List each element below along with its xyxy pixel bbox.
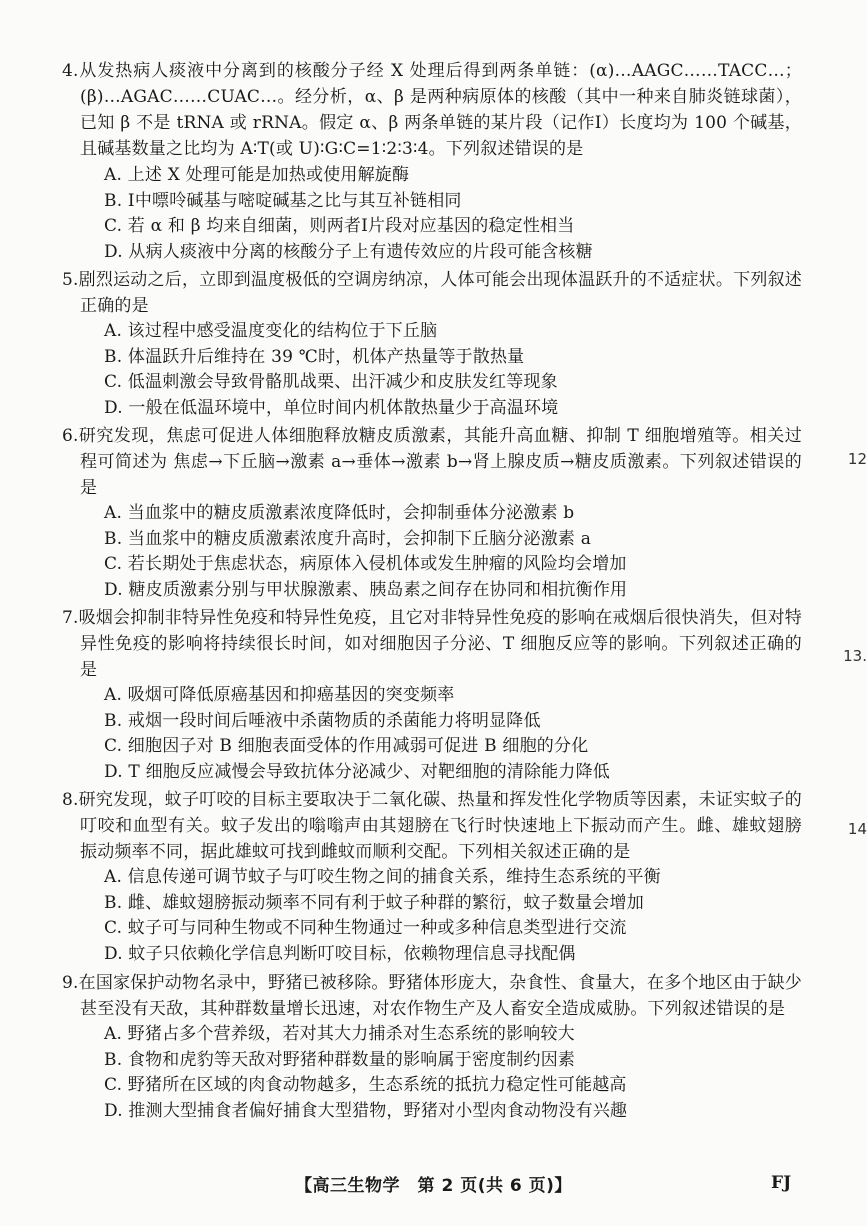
exam-page	[62, 58, 802, 1124]
option-c: C. 蚊子可与同种生物或不同种生物通过一种或多种信息类型进行交流	[104, 918, 627, 938]
option-list	[62, 865, 802, 967]
option-c: C. 细胞因子对 B 细胞表面受体的作用减弱可促进 B 细胞的分化	[104, 736, 589, 756]
question-4	[62, 58, 802, 265]
question-stem: 8.研究发现，蚊子叮咬的目标主要取决于二氧化碳、热量和挥发性化学物质等因素，未证实蚊子的叮咬和血型有关。蚊子发出的嗡嗡声由其翅膀在飞行时快速地上下振动而产生。雌、雄蚊翅膀振动频率不同，据此雄蚊可找到雌蚊而顺利交配。下列相关叙述正确的是	[62, 790, 802, 862]
question-stem: 6.研究发现，焦虑可促进人体细胞释放糖皮质激素，其能升高血糖、抑制 T 细胞增殖等。相关过程可简述为 焦虑→下丘脑→激素 a→垂体→激素 b→肾上腺皮质→糖皮质激素。下列叙述错误的是	[62, 426, 802, 498]
option-b: B. Ⅰ中嘌呤碱基与嘧啶碱基之比与其互补链相同	[104, 190, 462, 211]
question-stem: 4.从发热病人痰液中分离到的核酸分子经 X 处理后得到两条单链：(α)…AAGC……TACC…；(β)…AGAC……CUAC…。经分析，α、β 是两种病原体的核酸（其中一种来自肺炎链球菌），已知 β 不是 tRNA 或 rRNA。假定 α、β 两条单链的某片段（记作Ⅰ）长度均为 100 个碱基，且碱基数量之比均为 A∶T(或 U)∶G∶C=1∶2∶3∶4。下列叙述错误的是	[62, 61, 802, 159]
option-list	[62, 163, 802, 265]
option-a: A. 信息传递可调节蚊子与叮咬生物之间的捕食关系，维持生态系统的平衡	[104, 867, 661, 887]
question-6	[62, 423, 802, 603]
option-list	[62, 1022, 802, 1124]
option-a: A. 当血浆中的糖皮质激素浓度降低时，会抑制垂体分泌激素 b	[104, 503, 575, 523]
question-8	[62, 787, 802, 967]
option-list	[62, 683, 802, 785]
option-a: A. 吸烟可降低原癌基因和抑癌基因的突变频率	[104, 685, 455, 705]
option-d: D. 蚊子只依赖化学信息判断叮咬目标，依赖物理信息寻找配偶	[104, 943, 576, 964]
option-c: C. 若长期处于焦虑状态，病原体入侵机体或发生肿瘤的风险均会增加	[104, 554, 627, 574]
option-c: C. 若 α 和 β 均来自细菌，则两者Ⅰ片段对应基因的稳定性相当	[104, 216, 575, 236]
option-b: B. 体温跃升后维持在 39 ℃时，机体产热量等于散热量	[104, 346, 525, 367]
option-b: B. 戒烟一段时间后唾液中杀菌物质的杀菌能力将明显降低	[104, 710, 541, 731]
question-9	[62, 970, 802, 1124]
question-stem: 9.在国家保护动物名录中，野猪已被移除。野猪体形庞大，杂食性、食量大，在多个地区由于缺少甚至没有天敌，其种群数量增长迅速，对农作物生产及人畜安全造成威胁。下列叙述错误的是	[62, 973, 802, 1019]
question-stem: 7.吸烟会抑制非特异性免疫和特异性免疫，且它对非特异性免疫的影响在戒烟后很快消失，但对特异性免疫的影响将持续很长时间，如对细胞因子分泌、T 细胞反应等的影响。下列叙述正确的是	[62, 608, 802, 680]
question-7	[62, 605, 802, 785]
option-c: C. 低温刺激会导致骨骼肌战栗、出汗减少和皮肤发红等现象	[104, 372, 558, 392]
option-list	[62, 501, 802, 603]
footer-code: FJ	[771, 1173, 792, 1193]
option-b: B. 雌、雄蚊翅膀振动频率不同有利于蚊子种群的繁衍，蚊子数量会增加	[104, 892, 644, 913]
option-d: D. 糖皮质激素分别与甲状腺激素、胰岛素之间存在协同和相抗衡作用	[104, 579, 628, 600]
margin-mark: 13.	[843, 647, 867, 665]
option-d: D. 推测大型捕食者偏好捕食大型猎物，野猪对小型肉食动物没有兴趣	[104, 1100, 628, 1121]
option-a: A. 野猪占多个营养级，若对其大力捕杀对生态系统的影响较大	[104, 1024, 575, 1044]
option-a: A. 上述 X 处理可能是加热或使用解旋酶	[104, 165, 410, 185]
option-a: A. 该过程中感受温度变化的结构位于下丘脑	[104, 321, 438, 341]
option-c: C. 野猪所在区域的肉食动物越多，生态系统的抵抗力稳定性可能越高	[104, 1075, 627, 1095]
question-stem: 5.剧烈运动之后，立即到温度极低的空调房纳凉，人体可能会出现体温跃升的不适症状。下列叙述正确的是	[62, 270, 802, 316]
question-5	[62, 267, 802, 421]
margin-mark: 12	[847, 450, 867, 468]
option-b: B. 食物和虎豹等天敌对野猪种群数量的影响属于密度制约因素	[104, 1049, 576, 1070]
page-footer: 【高三生物学 第 2 页(共 6 页)】	[295, 1176, 572, 1196]
margin-mark: 14	[847, 820, 867, 838]
option-d: D. 一般在低温环境中，单位时间内机体散热量少于高温环境	[104, 397, 559, 418]
option-d: D. 从病人痰液中分离的核酸分子上有遗传效应的片段可能含核糖	[104, 241, 593, 262]
option-d: D. T 细胞反应减慢会导致抗体分泌减少、对靶细胞的清除能力降低	[104, 761, 610, 782]
option-list	[62, 319, 802, 421]
option-b: B. 当血浆中的糖皮质激素浓度升高时，会抑制下丘脑分泌激素 a	[104, 528, 592, 549]
